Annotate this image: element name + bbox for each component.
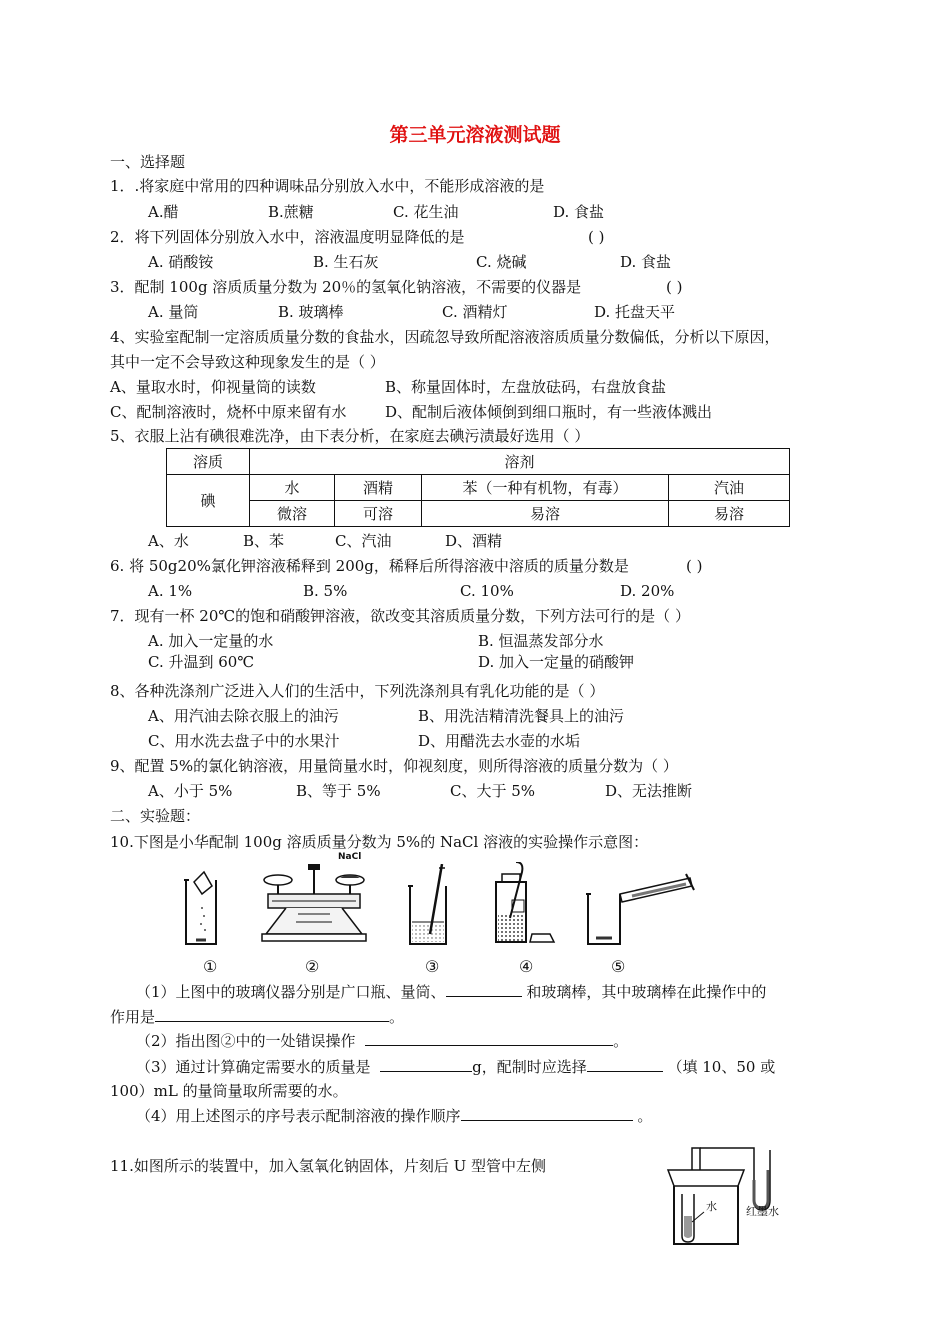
q5-stem: 5、衣服上沾有碘很难洗净，由下表分析，在家庭去碘污渍最好选用（ ）: [110, 427, 590, 445]
q4-stem-line2: 其中一定不会导致这种现象发生的是（ ）: [110, 353, 385, 371]
q3-option-d: D. 托盘天平: [594, 303, 676, 321]
q7-option-c: C. 升温到 60℃: [148, 653, 255, 671]
q7-stem: 7．现有一杯 20℃的饱和硝酸钾溶液，欲改变其溶质质量分数，下列方法可行的是（ ）: [110, 607, 690, 625]
answer-blank-error[interactable]: [365, 1030, 613, 1046]
q11-stem: 11.如图所示的装置中，加入氢氧化钠固体，片刻后 U 型管中左侧: [110, 1157, 547, 1175]
q2-option-a: A. 硝酸铵: [148, 253, 214, 271]
q8-stem: 8、各种洗涤剂广泛进入人们的生活中，下列洗涤剂具有乳化功能的是（ ）: [110, 682, 605, 700]
q10-part4-line: [136, 1105, 652, 1126]
q10-part3-line2: 100）mL 的量筒量取所需要的水。: [110, 1082, 348, 1100]
table-cell-solvent: 汽油: [669, 475, 790, 501]
table-cell-solvent: 水: [250, 475, 335, 501]
q8-option-c: C、用水洗去盘子中的水果汁: [148, 732, 340, 750]
q8-option-a: A、用汽油去除衣服上的油污: [148, 707, 339, 725]
q10-part3-line1: [136, 1056, 775, 1077]
q10-part1-line1: [136, 981, 766, 1002]
jar-figure-4: [488, 862, 562, 948]
figure-caption-5: ⑤: [611, 957, 626, 976]
q10-part2-line: [136, 1030, 628, 1051]
figure-caption-3: ③: [425, 957, 440, 976]
q1-option-b: B.蔗糖: [268, 203, 314, 221]
q5-option-b: B、苯: [243, 532, 285, 550]
q1-option-a: A.醋: [148, 203, 179, 221]
figure-caption-1: ①: [203, 957, 218, 976]
table-cell-solute: 碘: [167, 475, 250, 527]
table-cell-solubility: 易溶: [422, 501, 669, 527]
q10-stem: 10.下图是小华配制 100g 溶质质量分数为 5%的 NaCl 溶液的实验操作示意图：: [110, 833, 649, 851]
q9-option-c: C、大于 5%: [450, 782, 536, 800]
figure-caption-2: ②: [305, 957, 320, 976]
q6-option-b: B. 5%: [303, 582, 348, 600]
q10-part1-text-a: （1）上图中的玻璃仪器分别是广口瓶、量筒、: [136, 983, 446, 1001]
answer-blank-cylinder[interactable]: [587, 1056, 663, 1072]
q7-option-a: A. 加入一定量的水: [148, 632, 274, 650]
q3-answer-paren: ( ): [666, 278, 683, 296]
table-cell-solubility: 易溶: [669, 501, 790, 527]
table-cell-solubility: 可溶: [335, 501, 422, 527]
beaker-figure-3: [402, 864, 452, 948]
water-label: 水: [706, 1200, 717, 1213]
q6-option-d: D. 20%: [620, 582, 675, 600]
q8-option-d: D、用醋洗去水壶的水垢: [418, 732, 581, 750]
q10-part3-text-c: （填 10、50 或: [667, 1058, 776, 1076]
q4-option-c: C、配制溶液时，烧杯中原来留有水: [110, 403, 347, 421]
q7-option-d: D. 加入一定量的硝酸钾: [478, 653, 635, 671]
q1-option-d: D. 食盐: [553, 203, 605, 221]
q6-option-c: C. 10%: [460, 582, 514, 600]
q5-option-d: D、酒精: [445, 532, 503, 550]
q6-stem: 6. 将 50g20%氯化钾溶液稀释到 200g，稀释后所得溶液中溶质的质量分数是: [110, 557, 629, 575]
q1-option-c: C. 花生油: [393, 203, 459, 221]
q1-stem: 1．.将家庭中常用的四种调味品分别放入水中，不能形成溶液的是: [110, 177, 545, 195]
red-ink-label: 红墨水: [746, 1205, 779, 1218]
u-tube-apparatus-figure: [662, 1140, 780, 1250]
page-title: 第三单元溶液测试题: [389, 124, 561, 146]
pour-figure-5: [582, 868, 697, 948]
q10-part1-line2: [110, 1006, 404, 1027]
table-cell-solubility: 微溶: [250, 501, 335, 527]
section-experiment-heading: 二、实验题：: [110, 807, 201, 825]
answer-blank-instrument[interactable]: [446, 981, 522, 997]
q2-option-b: B. 生石灰: [313, 253, 379, 271]
q9-option-d: D、无法推断: [605, 782, 693, 800]
figure-caption-4: ④: [519, 957, 534, 976]
q8-option-b: B、用洗洁精清洗餐具上的油污: [418, 707, 625, 725]
q10-part2-text-a: （2）指出图②中的一处错误操作: [136, 1032, 356, 1050]
q10-part3-text-b: g，配制时应选择: [472, 1058, 587, 1076]
balance-figure-2: [258, 858, 373, 944]
answer-blank-order[interactable]: [461, 1105, 633, 1121]
q6-answer-paren: ( ): [686, 557, 703, 575]
solubility-table: [166, 448, 790, 527]
q10-part4-text-b: 。: [637, 1107, 653, 1125]
q3-stem: 3．配制 100g 溶质质量分数为 20％的氢氧化钠溶液，不需要的仪器是: [110, 278, 582, 296]
q4-option-a: A、量取水时，仰视量筒的读数: [110, 378, 316, 396]
nacl-label: NaCl: [338, 852, 362, 862]
q9-option-b: B、等于 5%: [296, 782, 381, 800]
q6-option-a: A. 1%: [148, 582, 193, 600]
section-choice-heading: 一、选择题: [110, 153, 186, 171]
q2-stem: 2．将下列固体分别放入水中，溶液温度明显降低的是: [110, 228, 465, 246]
table-cell-solvent: 苯（一种有机物，有毒）: [422, 475, 669, 501]
q4-option-b: B、称量固体时，左盘放砝码，右盘放食盐: [385, 378, 667, 396]
q9-stem: 9、配置 5%的氯化钠溶液，用量筒量水时，仰视刻度，则所得溶液的质量分数为（ ）: [110, 757, 678, 775]
beaker-figure-1: [180, 868, 222, 950]
table-cell-solvent: 酒精: [335, 475, 422, 501]
q10-part4-text-a: （4）用上述图示的序号表示配制溶液的操作顺序: [136, 1107, 461, 1125]
q10-part1-text-b: 和玻璃棒，其中玻璃棒在此操作中的: [526, 983, 767, 1001]
q7-option-b: B. 恒温蒸发部分水: [478, 632, 604, 650]
q3-option-b: B. 玻璃棒: [278, 303, 344, 321]
q2-option-c: C. 烧碱: [476, 253, 527, 271]
q4-stem-line1: 4、实验室配制一定溶质质量分数的食盐水，因疏忽导致所配溶液溶质质量分数偏低，分析以下原因，: [110, 328, 780, 346]
answer-blank-water-mass[interactable]: [380, 1056, 472, 1072]
q10-part3-text-a: （3）通过计算确定需要水的质量是: [136, 1058, 371, 1076]
table-header-solute: 溶质: [167, 449, 250, 475]
q9-option-a: A、小于 5%: [148, 782, 233, 800]
answer-blank-rod-purpose[interactable]: [155, 1006, 389, 1022]
q4-option-d: D、配制后液体倾倒到细口瓶时，有一些液体溅出: [385, 403, 713, 421]
q5-option-a: A、水: [148, 532, 189, 550]
q5-option-c: C、汽油: [335, 532, 392, 550]
q10-part2-text-b: 。: [613, 1032, 629, 1050]
q10-part1-text-d: 。: [389, 1008, 405, 1026]
q3-option-a: A. 量筒: [148, 303, 199, 321]
q2-option-d: D. 食盐: [620, 253, 672, 271]
q3-option-c: C. 酒精灯: [442, 303, 508, 321]
q10-part1-text-c: 作用是: [110, 1008, 156, 1026]
q2-answer-paren: ( ): [588, 228, 605, 246]
table-header-solvent: 溶剂: [250, 449, 790, 475]
